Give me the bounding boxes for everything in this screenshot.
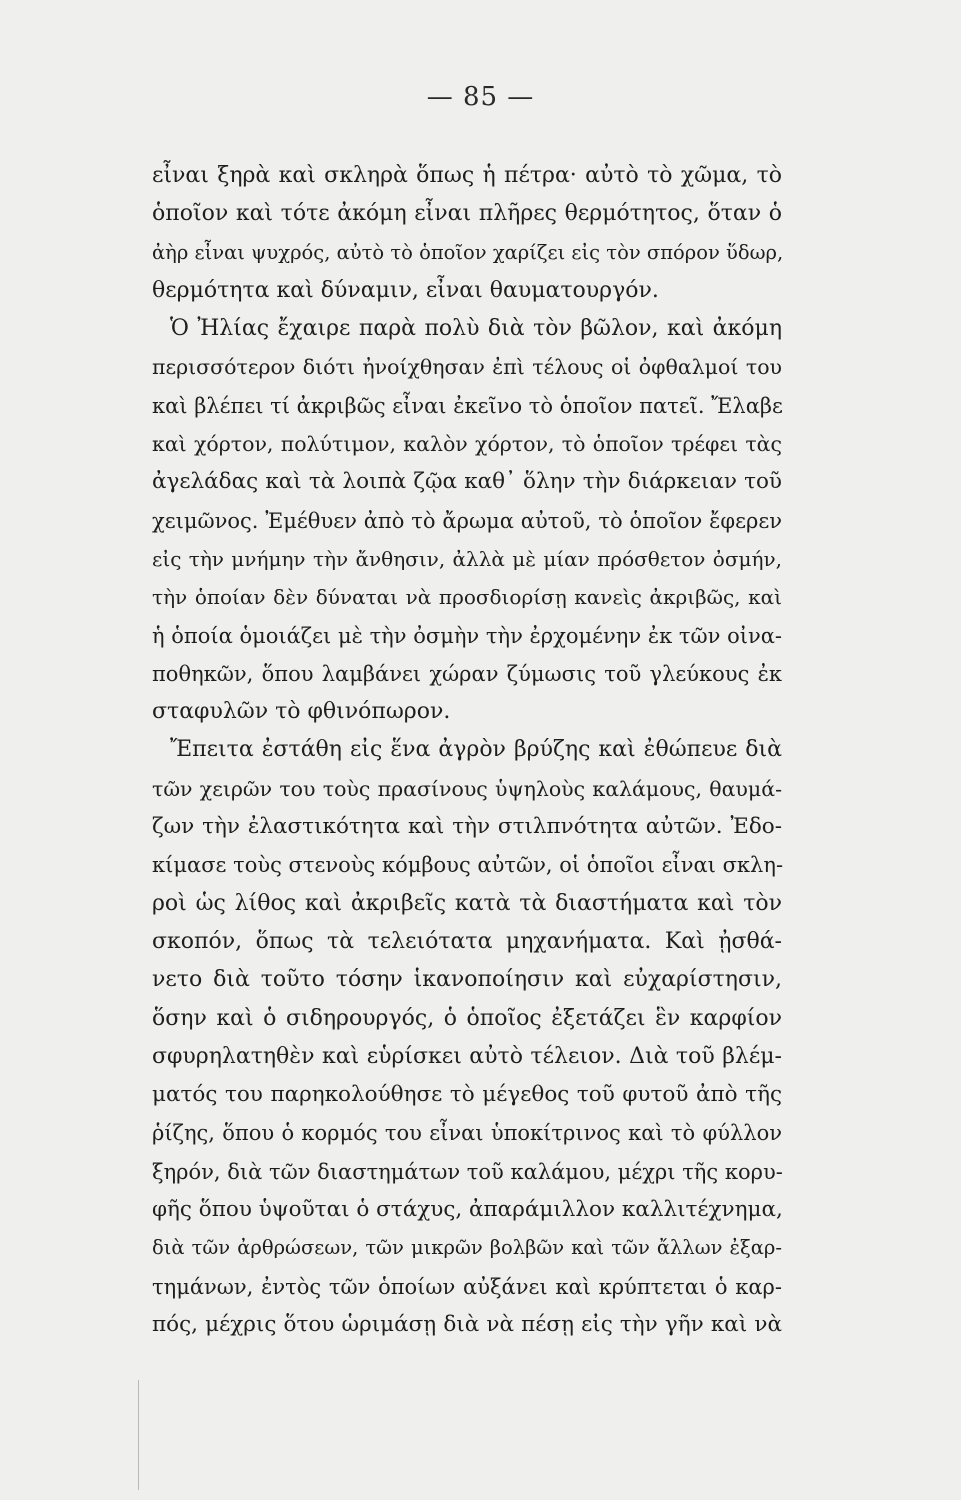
text-line: διὰ τῶν ἀρθρώσεων, τῶν μικρῶν βολβῶν καὶ τῶν ἄλλων ἐξαρ- — [152, 1236, 782, 1260]
text-line: τημάνων, ἐντὸς τῶν ὁποίων αὐξάνει καὶ κρύπτεται ὁ καρ- — [152, 1274, 782, 1299]
body-text — [152, 157, 782, 1344]
text-line: καὶ βλέπει τί ἀκριβῶς εἶναι ἐκεῖνο τὸ ὁποῖον πατεῖ. Ἔλαβε — [152, 393, 783, 418]
text-line: τὴν ὁποίαν δὲν δύναται νὰ προσδιορίσῃ κανεὶς ἀκριβῶς, καὶ — [152, 585, 782, 610]
text-line: ζων τὴν ἐλαστικότητα καὶ τὴν στιλπνότητα αὐτῶν. Ἐδο- — [152, 814, 782, 840]
text-line: ματός του παρηκολούθησε τὸ μέγεθος τοῦ φυτοῦ ἀπὸ τῆς — [152, 1082, 782, 1108]
text-line: σφυρηλατηθὲν καὶ εὑρίσκει αὐτὸ τέλειον. Διὰ τοῦ βλέμ- — [152, 1043, 782, 1069]
text-line: ῥίζης, ὅπου ὁ κορμός του εἶναι ὑποκίτρινος καὶ τὸ φύλλον — [152, 1121, 782, 1146]
text-line: πός, μέχρις ὅτου ὡριμάσῃ διὰ νὰ πέσῃ εἰς τὴν γῆν καὶ νὰ — [152, 1311, 782, 1337]
text-line: τῶν χειρῶν του τοὺς πρασίνους ὑψηλοὺς καλάμους, θαυμά- — [152, 776, 782, 801]
margin-mark — [138, 1380, 139, 1490]
text-line: εἰς τὴν μνήμην τὴν ἄνθησιν, ἀλλὰ μὲ μίαν πρόσθετον ὀσμήν, — [152, 546, 782, 571]
text-line: ἀγελάδας καὶ τὰ λοιπὰ ζῷα καθ᾽ ὅλην τὴν διάρκειαν τοῦ — [152, 469, 782, 495]
text-line: εἶναι ξηρὰ καὶ σκληρὰ ὅπως ἡ πέτρα· αὐτὸ τὸ χῶμα, τὸ — [152, 163, 782, 188]
text-line: περισσότερον διότι ἠνοίχθησαν ἐπὶ τέλους οἱ ὀφθαλμοί του — [152, 355, 782, 380]
page-number: — 85 — — [426, 82, 535, 112]
text-line: σκοπόν, ὅπως τὰ τελειότατα μηχανήματα. Καὶ ᾐσθά- — [152, 928, 782, 954]
text-line: φῆς ὅπου ὑψοῦται ὁ στάχυς, ἀπαράμιλλον καλλιτέχνημα, — [152, 1197, 783, 1223]
text-line: κίμασε τοὺς στενοὺς κόμβους αὐτῶν, οἱ ὁποῖοι εἶναι σκλη- — [152, 853, 784, 878]
text-line: νετο διὰ τοῦτο τόσην ἱκανοποίησιν καὶ εὐχαρίστησιν, — [152, 967, 782, 993]
text-line: σταφυλῶν τὸ φθινόπωρον. — [152, 699, 451, 725]
text-line: ἀὴρ εἶναι ψυχρός, αὐτὸ τὸ ὁποῖον χαρίζει εἰς τὸν σπόρον ὕδωρ, — [152, 240, 784, 264]
text-line: ὅσην καὶ ὁ σιδηρουργός, ὁ ὁποῖος ἐξετάζει ἓν καρφίον — [152, 1005, 782, 1031]
text-line: ποθηκῶν, ὅπου λαμβάνει χώραν ζύμωσις τοῦ γλεύκους ἐκ — [152, 661, 782, 686]
text-line: ροὶ ὡς λίθος καὶ ἀκριβεῖς κατὰ τὰ διαστήματα καὶ τὸν — [152, 890, 782, 916]
text-line: ἡ ὁποία ὁμοιάζει μὲ τὴν ὀσμὴν τὴν ἐρχομένην ἐκ τῶν οἰνα- — [152, 623, 782, 648]
text-line: καὶ χόρτον, πολύτιμον, καλὸν χόρτον, τὸ ὁποῖον τρέφει τὰς — [152, 432, 782, 457]
text-line: ξηρόν, διὰ τῶν διαστημάτων τοῦ καλάμου, μέχρι τῆς κορυ- — [152, 1159, 783, 1184]
paragraph-first-line: Ὁ Ἠλίας ἔχαιρε παρὰ πολὺ διὰ τὸν βῶλον, καὶ ἀκόμη — [170, 316, 782, 342]
text-line: θερμότητα καὶ δύναμιν, εἶναι θαυματουργόν. — [152, 277, 659, 303]
text-line: ὁποῖον καὶ τότε ἀκόμη εἶναι πλῆρες θερμότητος, ὅταν ὁ — [152, 201, 782, 227]
text-line: χειμῶνος. Ἐμέθυεν ἀπὸ τὸ ἄρωμα αὐτοῦ, τὸ ὁποῖον ἔφερεν — [152, 508, 782, 533]
paragraph-first-line: Ἔπειτα ἐστάθη εἰς ἕνα ἀγρὸν βρύζης καὶ ἐθώπευε διὰ — [170, 737, 782, 763]
